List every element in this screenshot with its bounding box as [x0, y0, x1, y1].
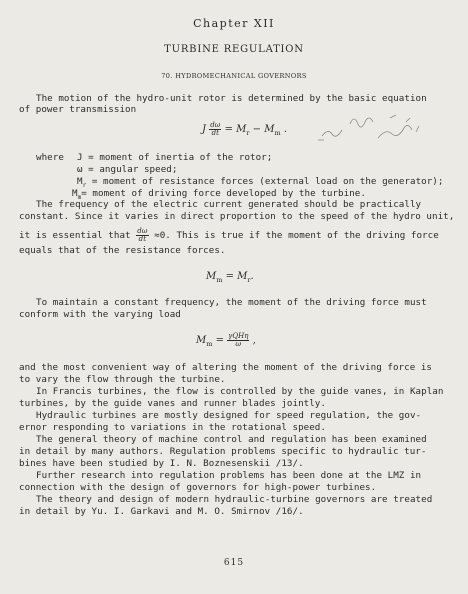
- para4-line-9: bines have been studied by I. N. Boznesenskii /13/.: [19, 458, 304, 469]
- eq1-num: dω: [210, 121, 221, 129]
- eq3-fraction: [227, 333, 249, 348]
- eq1-derivative: [209, 122, 221, 137]
- para4-line-11: connection with the design of governors for high-power turbines.: [19, 482, 377, 493]
- equation-balance: [206, 271, 254, 284]
- chapter-title: TURBINE REGULATION: [164, 44, 304, 55]
- def-Mr-sym: M: [77, 176, 83, 187]
- para4-line-8: in detail by many authors. Regulation problems specific to hydraulic tur-: [19, 446, 427, 457]
- def-J: J = moment of inertia of the rotor;: [77, 152, 273, 163]
- eq1-rhs: = M: [224, 124, 247, 135]
- para3-line-2: conform with the varying load: [19, 309, 181, 320]
- eq1-mid: − M: [249, 124, 275, 135]
- eq2-s1: m: [216, 276, 223, 284]
- def-Mr-text: = moment of resistance forces (external load on the generator);: [86, 176, 444, 187]
- eq3-num: γQHη: [228, 332, 249, 340]
- para4-line-10: Further research into regulation problems has been done at the LMZ in: [36, 470, 422, 481]
- intro-line-2: of power transmission: [19, 104, 137, 115]
- eq2-s2: r: [247, 276, 251, 284]
- def-omega: ω = angular speed;: [77, 164, 178, 175]
- def-where: where: [36, 152, 64, 163]
- def-Mm-sym: M: [72, 188, 78, 199]
- section-heading: 70. HYDROMECHANICAL GOVERNORS: [161, 72, 307, 80]
- para4-line-2: to vary the flow through the turbine.: [19, 374, 226, 385]
- chapter-heading: Chapter XII: [193, 17, 275, 30]
- eq2-end: .: [250, 271, 254, 282]
- eq3-lhs-sub: m: [206, 340, 213, 348]
- para2-line-4: equals that of the resistance forces.: [19, 245, 226, 256]
- intro-line-1: The motion of the hydro-unit rotor is determined by the basic equation: [36, 93, 427, 104]
- para4-line-1: and the most convenient way of altering the moment of the driving force is: [19, 362, 433, 373]
- equation-driving-moment: [196, 333, 256, 348]
- para4-line-4: turbines, by the guide vanes and runner blades jointly.: [19, 398, 326, 409]
- para4-line-13: in detail by Yu. I. Garkavi and M. O. Smirnov /16/.: [19, 506, 304, 517]
- para4-line-3: In Francis turbines, the flow is controlled by the guide vanes, in Kaplan: [36, 386, 444, 397]
- def-Mr: [77, 176, 443, 189]
- def-Mm-sub: m: [77, 193, 82, 201]
- para4-line-12: The theory and design of modern hydraulic-turbine governors are treated: [36, 494, 433, 505]
- eq1-sub-r: r: [246, 129, 250, 137]
- para4-line-7: The general theory of machine control and regulation has been examined: [36, 434, 427, 445]
- eq2-m1: M: [206, 271, 217, 282]
- para2-line-3: [19, 228, 439, 243]
- para2-den: dt: [138, 235, 147, 243]
- eq1-sub-m: m: [274, 129, 281, 137]
- handwritten-annotation: [316, 110, 436, 144]
- def-Mr-sub: r: [82, 181, 87, 189]
- page-number: 615: [223, 558, 245, 568]
- para2-num: dω: [137, 227, 148, 235]
- para2-line-2: constant. Since it varies in direct proportion to the speed of the hydro unit,: [19, 211, 455, 222]
- eq2-mid: = M: [222, 271, 248, 282]
- def-Mm-text: = moment of driving force developed by the turbine.: [81, 188, 366, 199]
- para2-derivative: [136, 228, 148, 243]
- para4-line-5: Hydraulic turbines are mostly designed for speed regulation, the gov-: [36, 410, 422, 421]
- eq1-end: .: [280, 124, 288, 135]
- eq3-end: ,: [252, 335, 256, 346]
- para2-l3b: ≈0. This is true if the moment of the driving force: [154, 230, 439, 241]
- equation-power-transmission: [202, 122, 287, 137]
- eq1-J: J: [202, 124, 207, 135]
- para2-l3a: it is essential that: [19, 230, 131, 241]
- para4-line-6: ernor responding to variations in the rotational speed.: [19, 422, 326, 433]
- eq3-den: ω: [235, 340, 242, 348]
- para3-line-1: To maintain a constant frequency, the moment of the driving force must: [36, 297, 427, 308]
- eq1-den: dt: [211, 129, 219, 137]
- para2-line-1: The frequency of the electric current generated should be practically: [36, 199, 422, 210]
- eq3-lhs: M: [196, 335, 207, 346]
- eq3-eq: =: [212, 335, 228, 346]
